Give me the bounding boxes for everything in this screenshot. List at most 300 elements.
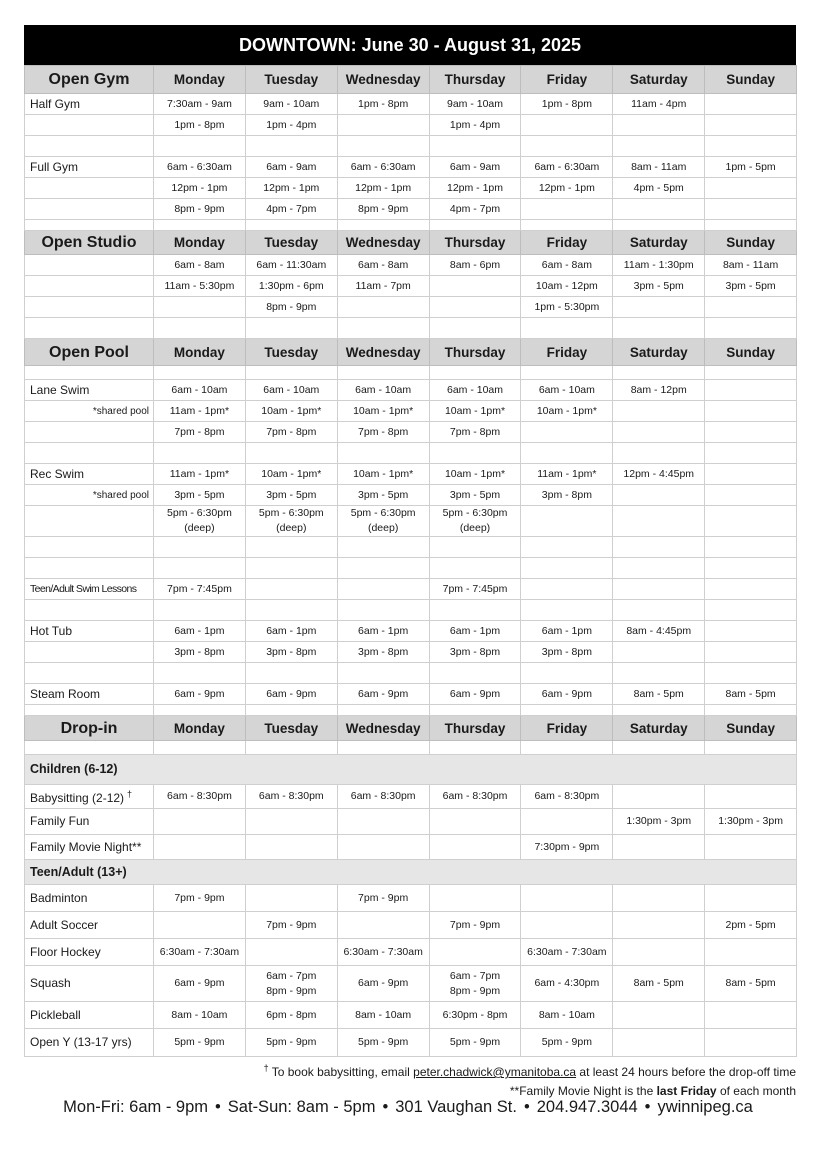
schedule-row-pickleball	[25, 1002, 797, 1029]
time-cell-sunday: 8am - 11am	[705, 255, 797, 276]
schedule-title: DOWNTOWN: June 30 - August 31, 2025	[24, 25, 796, 65]
time-cell-wednesday	[337, 318, 429, 339]
time-cell-tuesday	[245, 885, 337, 912]
activity-label	[25, 966, 154, 1002]
activity-label-empty	[25, 136, 154, 157]
activity-name: Family Movie Night**	[30, 839, 142, 854]
time-cell-tuesday: 4pm - 7pm	[245, 199, 337, 220]
group-title: Teen/Adult (13+)	[25, 860, 797, 885]
time-cell-saturday	[613, 485, 705, 506]
day-header-tuesday: Tuesday	[245, 66, 337, 94]
time-cell-wednesday	[337, 115, 429, 136]
time-cell-wednesday: 3pm - 5pm	[337, 485, 429, 506]
email-link[interactable]: peter.chadwick@ymanitoba.ca	[413, 1065, 577, 1079]
time-line: 8pm - 9pm	[449, 984, 501, 997]
time-cell-monday: 7:30am - 9am	[154, 94, 246, 115]
activity-label	[25, 94, 154, 115]
time-cell-monday: 11am - 1pm*	[154, 464, 246, 485]
time-cell-monday	[154, 443, 246, 464]
day-header-wednesday: Wednesday	[337, 231, 429, 255]
schedule-row	[25, 220, 797, 231]
time-cell-sunday	[705, 136, 797, 157]
time-cell-sunday: 1pm - 5pm	[705, 157, 797, 178]
time-cell-thursday	[429, 136, 521, 157]
activity-name: Family Fun	[30, 814, 90, 828]
footnote-text: **Family Movie Night is the	[509, 1084, 657, 1098]
time-cell-wednesday: 6am - 8:30pm	[337, 785, 429, 809]
schedule-row-open-y-13-17-yrs	[25, 1029, 797, 1057]
time-cell-saturday	[613, 939, 705, 966]
separator-dot: •	[644, 1098, 651, 1116]
time-cell-tuesday: 6pm - 8pm	[245, 1002, 337, 1029]
time-cell-wednesday: 6:30am - 7:30am	[337, 939, 429, 966]
day-header-monday: Monday	[154, 339, 246, 366]
time-cell-monday	[154, 318, 246, 339]
time-cell-friday	[521, 220, 613, 231]
time-cell-monday	[154, 809, 246, 835]
activity-label-empty	[25, 558, 154, 579]
activity-label-empty	[25, 199, 154, 220]
time-cell-monday: 6am - 9pm	[154, 684, 246, 705]
time-cell-thursday: 7pm - 7:45pm	[429, 579, 521, 600]
schedule-row-teen-adult-swim-lessons	[25, 579, 797, 600]
time-cell-sunday	[705, 422, 797, 443]
time-cell-friday	[521, 600, 613, 621]
weekday-hours: Mon-Fri: 6am - 9pm	[63, 1098, 209, 1116]
group-header	[25, 755, 797, 785]
time-cell-wednesday: 7pm - 9pm	[337, 885, 429, 912]
section-header-open-studio	[25, 231, 797, 255]
activity-name: Badminton	[30, 890, 88, 905]
schedule-row	[25, 297, 797, 318]
time-cell-monday	[154, 966, 246, 1002]
time-cell-monday	[154, 663, 246, 684]
time-line: (deep)	[276, 522, 307, 534]
time-cell-tuesday: 7pm - 9pm	[245, 912, 337, 939]
time-cell-sunday	[705, 366, 797, 380]
time-cell-monday	[154, 741, 246, 755]
activity-label-empty	[25, 600, 154, 621]
activity-label-empty	[25, 705, 154, 716]
time-cell-saturday	[613, 366, 705, 380]
day-header-saturday: Saturday	[613, 231, 705, 255]
time-cell-thursday: 7pm - 8pm	[429, 422, 521, 443]
time-cell-tuesday: 7pm - 8pm	[245, 422, 337, 443]
time-cell-tuesday: 6am - 9pm	[245, 684, 337, 705]
section-title: Open Pool	[25, 339, 154, 366]
activity-name: Pickleball	[30, 1007, 81, 1022]
time-cell-monday: 3pm - 5pm	[154, 485, 246, 506]
activity-name: Teen/Adult Swim Lessons	[30, 582, 137, 595]
time-cell-friday	[521, 912, 613, 939]
time-cell-wednesday	[337, 136, 429, 157]
time-cell-thursday	[429, 220, 521, 231]
time-cell-sunday	[705, 380, 797, 401]
time-cell-friday	[521, 558, 613, 579]
time-cell-wednesday: 11am - 7pm	[337, 276, 429, 297]
time-cell-saturday	[613, 443, 705, 464]
separator-dot: •	[523, 1098, 530, 1116]
footnote-text: To book babysitting, email	[268, 1065, 414, 1079]
time-cell-thursday	[429, 939, 521, 966]
time-line: (deep)	[367, 522, 399, 534]
time-cell-wednesday	[337, 966, 429, 1002]
schedule-row-babysitting-2-12	[25, 785, 797, 809]
time-cell-saturday	[613, 422, 705, 443]
time-cell-sunday	[705, 220, 797, 231]
time-cell-saturday: 12pm - 4:45pm	[613, 464, 705, 485]
time-cell-tuesday	[245, 366, 337, 380]
day-header-friday: Friday	[521, 66, 613, 94]
time-cell-sunday	[705, 558, 797, 579]
time-cell-tuesday: 12pm - 1pm	[245, 178, 337, 199]
time-cell-tuesday: 6am - 1pm	[245, 621, 337, 642]
time-cell-wednesday	[337, 297, 429, 318]
schedule-row	[25, 558, 797, 579]
time-cell-thursday: 10am - 1pm*	[429, 401, 521, 422]
time-cell-sunday	[705, 885, 797, 912]
activity-name: Open Y (13-17 yrs)	[30, 1035, 132, 1049]
time-cell-wednesday	[337, 705, 429, 716]
time-cell-saturday: 8am - 11am	[613, 157, 705, 178]
time-line: (deep)	[184, 522, 215, 534]
day-header-saturday: Saturday	[613, 716, 705, 741]
time-cell-sunday: 8am - 5pm	[705, 684, 797, 705]
schedule-row-full-gym	[25, 157, 797, 178]
time-cell-friday	[521, 115, 613, 136]
time-cell-tuesday	[245, 579, 337, 600]
time-line: (deep)	[459, 522, 491, 534]
time-cell-wednesday: 5pm - 9pm	[337, 1029, 429, 1057]
footnote-emphasis: last Friday	[656, 1084, 717, 1098]
time-cell-friday	[521, 705, 613, 716]
footnotes	[264, 1059, 796, 1101]
time-cell-saturday	[613, 558, 705, 579]
time-line: 8am - 5pm	[725, 977, 776, 989]
website-link[interactable]: ywinnipeg.ca	[657, 1098, 753, 1116]
time-cell-saturday	[613, 1002, 705, 1029]
activity-label-empty	[25, 318, 154, 339]
time-cell-friday	[521, 366, 613, 380]
activity-name: Half Gym	[30, 96, 81, 111]
time-cell-tuesday: 1pm - 4pm	[245, 115, 337, 136]
activity-label	[25, 1029, 154, 1057]
time-cell-tuesday	[245, 966, 337, 1002]
time-cell-thursday	[429, 276, 521, 297]
time-cell-thursday: 12pm - 1pm	[429, 178, 521, 199]
time-cell-friday: 11am - 1pm*	[521, 464, 613, 485]
time-cell-friday: 3pm - 8pm	[521, 485, 613, 506]
activity-name: Adult Soccer	[30, 917, 99, 932]
time-cell-thursday	[429, 537, 521, 558]
time-cell-tuesday	[245, 506, 337, 537]
time-cell-monday: 11am - 5:30pm	[154, 276, 246, 297]
activity-label	[25, 939, 154, 966]
activity-label	[25, 579, 154, 600]
time-cell-sunday	[705, 966, 797, 1002]
time-cell-monday: 6am - 8:30pm	[154, 785, 246, 809]
time-cell-friday	[521, 199, 613, 220]
time-cell-wednesday: 6am - 10am	[337, 380, 429, 401]
time-cell-monday: 7pm - 8pm	[154, 422, 246, 443]
activity-label	[25, 485, 154, 506]
section-header-open-gym	[25, 66, 797, 94]
schedule-row-half-gym	[25, 94, 797, 115]
schedule-row-badminton	[25, 885, 797, 912]
activity-label-empty	[25, 422, 154, 443]
time-cell-thursday: 3pm - 5pm	[429, 485, 521, 506]
time-cell-thursday: 6am - 9pm	[429, 684, 521, 705]
time-cell-saturday: 4pm - 5pm	[613, 178, 705, 199]
day-header-sunday: Sunday	[705, 66, 797, 94]
time-cell-friday: 1pm - 5:30pm	[521, 297, 613, 318]
time-line: 6am - 4:30pm	[534, 977, 600, 989]
time-cell-thursday	[429, 297, 521, 318]
activity-name: *shared pool	[92, 405, 149, 417]
time-cell-tuesday	[245, 705, 337, 716]
time-cell-tuesday	[245, 835, 337, 860]
time-cell-friday: 10am - 12pm	[521, 276, 613, 297]
activity-label-empty	[25, 115, 154, 136]
day-header-wednesday: Wednesday	[337, 716, 429, 741]
phone-number[interactable]: 204.947.3044	[536, 1098, 638, 1116]
activity-label	[25, 1002, 154, 1029]
time-line: 8pm - 9pm	[266, 984, 317, 997]
time-cell-saturday	[613, 642, 705, 663]
time-cell-wednesday: 10am - 1pm*	[337, 401, 429, 422]
time-line: 6am - 9pm	[358, 977, 409, 989]
activity-label	[25, 785, 154, 809]
time-cell-saturday	[613, 885, 705, 912]
time-cell-wednesday	[337, 537, 429, 558]
time-cell-saturday	[613, 705, 705, 716]
activity-label-empty	[25, 178, 154, 199]
time-cell-thursday	[429, 318, 521, 339]
schedule-row	[25, 422, 797, 443]
time-cell-tuesday	[245, 136, 337, 157]
time-cell-sunday	[705, 537, 797, 558]
day-header-thursday: Thursday	[429, 231, 521, 255]
time-line: 6am - 9pm	[174, 977, 225, 989]
schedule-row-family-fun	[25, 809, 797, 835]
time-cell-friday: 6:30am - 7:30am	[521, 939, 613, 966]
time-cell-thursday: 1pm - 4pm	[429, 115, 521, 136]
babysitting-footnote	[264, 1059, 796, 1082]
time-cell-saturday	[613, 663, 705, 684]
group-header	[25, 860, 797, 885]
section-title: Open Studio	[25, 231, 154, 255]
time-cell-sunday	[705, 199, 797, 220]
time-cell-saturday	[613, 401, 705, 422]
time-cell-monday	[154, 506, 246, 537]
dagger-mark: †	[127, 789, 133, 799]
time-cell-friday	[521, 318, 613, 339]
time-cell-monday	[154, 705, 246, 716]
time-cell-sunday	[705, 642, 797, 663]
day-header-sunday: Sunday	[705, 339, 797, 366]
schedule-row	[25, 318, 797, 339]
schedule-row	[25, 537, 797, 558]
time-cell-tuesday: 5pm - 9pm	[245, 1029, 337, 1057]
schedule-row-steam-room	[25, 684, 797, 705]
time-cell-monday	[154, 136, 246, 157]
time-cell-monday	[154, 220, 246, 231]
time-cell-thursday	[429, 809, 521, 835]
time-cell-saturday: 8am - 4:45pm	[613, 621, 705, 642]
time-cell-friday: 10am - 1pm*	[521, 401, 613, 422]
time-cell-friday	[521, 422, 613, 443]
schedule-row-squash	[25, 966, 797, 1002]
time-cell-sunday: 3pm - 5pm	[705, 276, 797, 297]
time-cell-monday: 1pm - 8pm	[154, 115, 246, 136]
time-cell-saturday	[613, 199, 705, 220]
time-line: 5pm - 6:30pm	[442, 507, 508, 519]
schedule-row	[25, 366, 797, 380]
day-header-tuesday: Tuesday	[245, 716, 337, 741]
time-cell-saturday	[613, 537, 705, 558]
time-cell-thursday: 4pm - 7pm	[429, 199, 521, 220]
footer-contact	[0, 1098, 816, 1117]
time-cell-sunday	[705, 94, 797, 115]
activity-label-empty	[25, 642, 154, 663]
time-cell-monday: 6am - 10am	[154, 380, 246, 401]
time-cell-saturday	[613, 966, 705, 1002]
time-cell-friday: 6am - 1pm	[521, 621, 613, 642]
time-cell-monday: 7pm - 9pm	[154, 885, 246, 912]
time-cell-friday	[521, 579, 613, 600]
day-header-thursday: Thursday	[429, 716, 521, 741]
time-cell-wednesday: 7pm - 8pm	[337, 422, 429, 443]
time-cell-sunday	[705, 785, 797, 809]
activity-label-empty	[25, 255, 154, 276]
time-cell-saturday	[613, 506, 705, 537]
time-cell-wednesday	[337, 912, 429, 939]
day-header-wednesday: Wednesday	[337, 339, 429, 366]
time-cell-wednesday	[337, 579, 429, 600]
activity-label	[25, 809, 154, 835]
time-cell-thursday	[429, 885, 521, 912]
activity-label	[25, 621, 154, 642]
section-title: Open Gym	[25, 66, 154, 94]
time-cell-sunday	[705, 115, 797, 136]
day-header-monday: Monday	[154, 716, 246, 741]
day-header-tuesday: Tuesday	[245, 231, 337, 255]
activity-name: Hot Tub	[30, 623, 73, 638]
time-cell-friday	[521, 136, 613, 157]
time-line: 5pm - 6:30pm	[258, 507, 324, 519]
section-title: Drop-in	[25, 716, 154, 741]
day-header-friday: Friday	[521, 716, 613, 741]
time-cell-thursday	[429, 558, 521, 579]
schedule-row	[25, 115, 797, 136]
schedule-row	[25, 199, 797, 220]
time-cell-sunday: 2pm - 5pm	[705, 912, 797, 939]
time-cell-saturday: 8am - 5pm	[613, 684, 705, 705]
time-cell-saturday	[613, 741, 705, 755]
time-cell-monday: 6am - 8am	[154, 255, 246, 276]
time-cell-saturday	[613, 579, 705, 600]
time-cell-sunday	[705, 939, 797, 966]
time-cell-tuesday: 6am - 9am	[245, 157, 337, 178]
day-header-sunday: Sunday	[705, 231, 797, 255]
time-cell-wednesday: 6am - 6:30am	[337, 157, 429, 178]
separator-dot: •	[215, 1098, 221, 1116]
time-cell-sunday	[705, 485, 797, 506]
time-cell-tuesday: 9am - 10am	[245, 94, 337, 115]
footnote-text: of each month	[716, 1084, 796, 1098]
time-cell-friday: 6am - 8:30pm	[521, 785, 613, 809]
schedule-row	[25, 178, 797, 199]
schedule-row	[25, 506, 797, 537]
time-cell-friday	[521, 885, 613, 912]
address: 301 Vaughan St.	[395, 1098, 517, 1116]
schedule-row-floor-hockey	[25, 939, 797, 966]
activity-name: Rec Swim	[30, 466, 85, 481]
time-cell-tuesday: 3pm - 8pm	[245, 642, 337, 663]
time-cell-friday: 3pm - 8pm	[521, 642, 613, 663]
time-cell-thursday: 6am - 1pm	[429, 621, 521, 642]
schedule-row-hot-tub	[25, 621, 797, 642]
time-cell-wednesday: 8am - 10am	[337, 1002, 429, 1029]
time-cell-saturday	[613, 136, 705, 157]
time-cell-friday: 6am - 6:30am	[521, 157, 613, 178]
time-cell-friday: 6am - 8am	[521, 255, 613, 276]
time-cell-wednesday: 12pm - 1pm	[337, 178, 429, 199]
time-cell-monday: 6am - 1pm	[154, 621, 246, 642]
activity-label	[25, 835, 154, 860]
time-cell-friday: 6am - 10am	[521, 380, 613, 401]
activity-label-empty	[25, 366, 154, 380]
day-header-saturday: Saturday	[613, 66, 705, 94]
activity-label-empty	[25, 506, 154, 537]
time-line: 8am - 5pm	[633, 977, 684, 989]
time-cell-monday	[154, 558, 246, 579]
activity-label-empty	[25, 297, 154, 318]
time-cell-saturday	[613, 835, 705, 860]
time-line: 5pm - 6:30pm	[167, 507, 232, 519]
time-cell-saturday	[613, 220, 705, 231]
time-cell-sunday	[705, 506, 797, 537]
time-cell-wednesday	[337, 443, 429, 464]
time-cell-friday: 8am - 10am	[521, 1002, 613, 1029]
schedule-row-adult-soccer	[25, 912, 797, 939]
activity-name: Steam Room	[30, 686, 101, 701]
time-cell-friday: 7:30pm - 9pm	[521, 835, 613, 860]
time-cell-thursday: 6am - 9am	[429, 157, 521, 178]
activity-label-empty	[25, 741, 154, 755]
activity-name: Squash	[30, 976, 71, 990]
time-cell-wednesday: 8pm - 9pm	[337, 199, 429, 220]
day-header-tuesday: Tuesday	[245, 339, 337, 366]
time-cell-thursday	[429, 705, 521, 716]
time-cell-friday: 1pm - 8pm	[521, 94, 613, 115]
activity-label	[25, 912, 154, 939]
day-header-sunday: Sunday	[705, 716, 797, 741]
activity-name: Full Gym	[30, 159, 78, 174]
time-cell-wednesday	[337, 835, 429, 860]
time-cell-thursday: 6am - 10am	[429, 380, 521, 401]
time-cell-sunday	[705, 741, 797, 755]
time-cell-saturday	[613, 318, 705, 339]
day-header-thursday: Thursday	[429, 66, 521, 94]
schedule-table	[24, 65, 797, 1057]
activity-label	[25, 684, 154, 705]
time-cell-friday: 6am - 9pm	[521, 684, 613, 705]
time-cell-sunday	[705, 443, 797, 464]
schedule-row	[25, 705, 797, 716]
time-cell-thursday: 6am - 8:30pm	[429, 785, 521, 809]
time-cell-sunday	[705, 600, 797, 621]
